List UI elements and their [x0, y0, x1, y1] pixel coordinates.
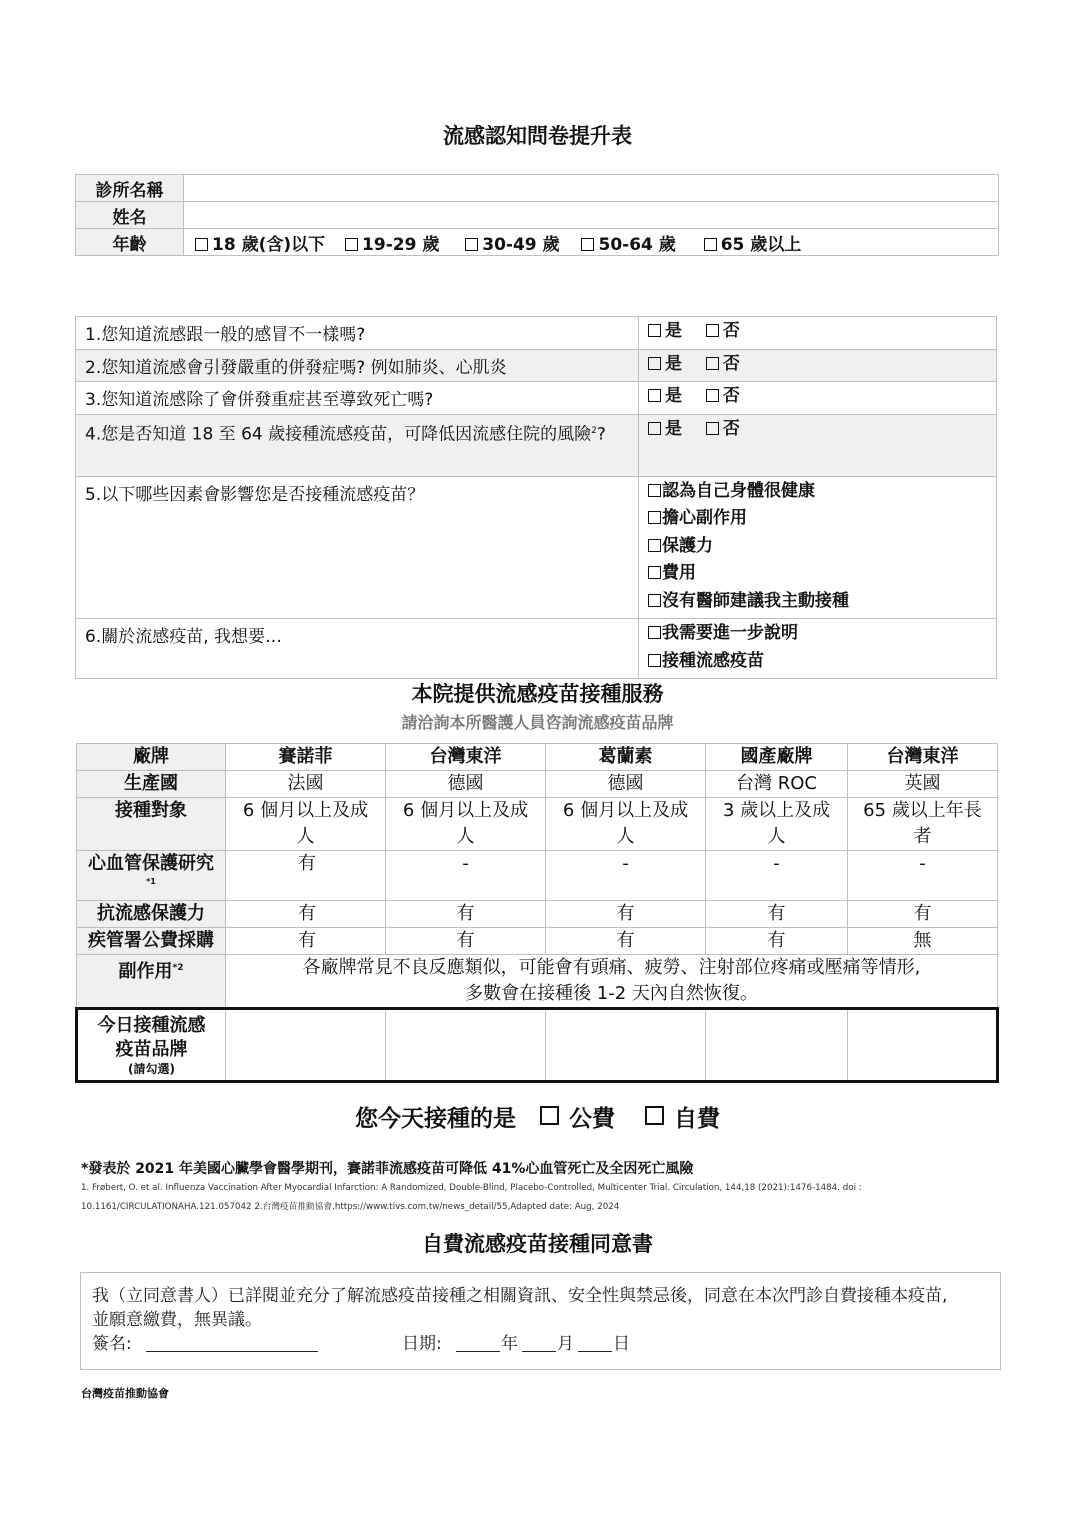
checkbox-icon: [648, 511, 661, 524]
checkbox-icon: [648, 357, 661, 370]
today-label: 今日接種流感 疫苗品牌 (請勾選): [77, 1009, 226, 1082]
protect-cell: 有: [546, 901, 706, 928]
protect-label: 抗流感保護力: [77, 901, 226, 928]
consent-line-2: 並願意繳費，無異議。: [92, 1310, 262, 1330]
cardio-cell: -: [848, 851, 998, 901]
checkbox-icon: [345, 238, 358, 251]
yes-option[interactable]: 是: [648, 318, 682, 346]
sign-label: 簽名:: [92, 1334, 132, 1354]
question-3: 3.您知道流感除了會併發重症甚至導致死亡嗎?: [76, 382, 639, 415]
clinic-label: 診所名稱: [76, 175, 184, 202]
brand-cell: 賽諾菲: [226, 744, 386, 771]
public-cell: 有: [226, 928, 386, 955]
service-title: 本院提供流感疫苗接種服務: [411, 682, 664, 706]
yes-option[interactable]: 是: [648, 351, 682, 379]
self-fee-option[interactable]: 自費: [645, 1106, 720, 1132]
age-label: 年齡: [76, 229, 184, 256]
factor-option[interactable]: 保護力: [648, 533, 987, 561]
brand-cell: 台灣東洋: [848, 744, 998, 771]
country-cell: 德國: [546, 771, 706, 798]
no-option[interactable]: 否: [706, 318, 740, 346]
protect-cell: 有: [848, 901, 998, 928]
today-brand-cell[interactable]: [848, 1009, 998, 1082]
question-4: 4.您是否知道 18 至 64 歲接種流感疫苗，可降低因流感住院的風險$^2$?: [76, 414, 639, 476]
signature-row: [92, 1332, 989, 1358]
checkbox-icon: [706, 422, 719, 435]
answer-3: [639, 382, 997, 415]
quiz-table: [75, 316, 997, 679]
answer-6: [639, 619, 997, 679]
question-5: 5.以下哪些因素會影響您是否接種流感疫苗？: [76, 476, 639, 619]
side-effect-text: 各廠牌常見不良反應類似，可能會有頭痛、疲勞、注射部位疼痛或壓痛等情形, 多數會在接種後 1-2 天內自然恢復。: [226, 955, 998, 1009]
answer-2: [639, 349, 997, 382]
question-6: 6.關於流感疫苗, 我想要…: [76, 619, 639, 679]
question-1: 1.您知道流感跟一般的感冒不一樣嗎?: [76, 317, 639, 350]
country-cell: 英國: [848, 771, 998, 798]
checkbox-icon: [465, 238, 478, 251]
factor-option[interactable]: 沒有醫師建議我主動接種: [648, 588, 987, 616]
study-note: *發表於 2021 年美國心臟學會醫學期刊，賽諾菲流感疫苗可降低 41%心血管死亡及全因死亡風險: [81, 1161, 694, 1177]
name-label: 姓名: [76, 202, 184, 229]
factor-option[interactable]: 擔心副作用: [648, 505, 987, 533]
consent-line-1: 我（立同意書人）已詳閱並充分了解流感疫苗接種之相關資訊、安全性與禁忌後，同意在本次門診自費接種本疫苗,: [92, 1286, 948, 1306]
cardio-label: 心血管保護研究 *1: [77, 851, 226, 901]
payment-prefix: 您今天接種的是: [354, 1106, 516, 1132]
name-field[interactable]: [184, 202, 999, 229]
answer-1: [639, 317, 997, 350]
age-option[interactable]: 19-29 歲: [345, 235, 439, 255]
reference-1: 1. Frøbert, O. et al. Influenza Vaccination After Myocardial Infarction: A Randomized, Double-Blind, Placebo-Controlled, Multicenter Trial. Circulation, 144,18 (2021):1476-1484. doi :: [81, 1183, 862, 1193]
checkbox-icon: [648, 539, 661, 552]
checkbox-icon: [648, 389, 661, 402]
info-table: [75, 174, 999, 256]
cardio-cell: -: [386, 851, 546, 901]
no-option[interactable]: 否: [706, 416, 740, 444]
age-option[interactable]: 18 歲(含)以下: [195, 235, 325, 255]
side-effect-label: 副作用$^{*2}$: [77, 955, 226, 1009]
page-title: 流感認知問卷提升表: [443, 124, 632, 148]
brand-cell: 台灣東洋: [386, 744, 546, 771]
today-brand-cell[interactable]: [706, 1009, 848, 1082]
yes-option[interactable]: 是: [648, 416, 682, 444]
yes-option[interactable]: 是: [648, 383, 682, 411]
payment-line: [0, 1100, 1075, 1133]
public-fee-option[interactable]: 公費: [540, 1106, 615, 1132]
age-options: [184, 229, 999, 256]
public-label: 疾管署公費採購: [77, 928, 226, 955]
day-field[interactable]: [578, 1351, 612, 1352]
consent-box: [80, 1272, 1001, 1370]
want-option[interactable]: 接種流感疫苗: [648, 648, 987, 676]
cardio-cell: -: [706, 851, 848, 901]
no-option[interactable]: 否: [706, 383, 740, 411]
factor-option[interactable]: 費用: [648, 560, 987, 588]
age-option[interactable]: 30-49 歲: [465, 235, 559, 255]
today-brand-cell[interactable]: [386, 1009, 546, 1082]
today-brand-cell[interactable]: [546, 1009, 706, 1082]
checkbox-icon: [648, 626, 661, 639]
brand-label: 廠牌: [77, 744, 226, 771]
country-cell: 法國: [226, 771, 386, 798]
year-field[interactable]: [456, 1351, 500, 1352]
checkbox-icon: [540, 1106, 559, 1125]
reference-2: 10.1161/CIRCULATIONAHA.121.057042 2.台灣疫苗推動協會,https://www.tivs.com.tw/news_detail/55,Adapted date: Aug, 2024: [81, 1202, 620, 1212]
target-cell: 6 個月以上及成人: [386, 798, 546, 851]
no-option[interactable]: 否: [706, 351, 740, 379]
brand-cell: 國產廠牌: [706, 744, 848, 771]
target-label: 接種對象: [77, 798, 226, 851]
month-label: 月: [557, 1334, 574, 1354]
service-subtitle: 請洽詢本所醫護人員咨詢流感疫苗品牌: [401, 713, 674, 732]
vaccine-table: [75, 743, 999, 1083]
checkbox-icon: [648, 654, 661, 667]
want-option[interactable]: 我需要進一步說明: [648, 620, 987, 648]
protect-cell: 有: [226, 901, 386, 928]
checkbox-icon: [706, 357, 719, 370]
age-option[interactable]: 65 歲以上: [704, 235, 802, 255]
country-label: 生產國: [77, 771, 226, 798]
checkbox-icon: [706, 389, 719, 402]
protect-cell: 有: [706, 901, 848, 928]
public-cell: 有: [706, 928, 848, 955]
day-label: 日: [613, 1334, 630, 1354]
year-label: 年: [501, 1334, 518, 1354]
cardio-cell: 有: [226, 851, 386, 901]
today-brand-cell[interactable]: [226, 1009, 386, 1082]
country-cell: 德國: [386, 771, 546, 798]
checkbox-icon: [581, 238, 594, 251]
answer-5: [639, 476, 997, 619]
date-label: 日期:: [402, 1334, 442, 1354]
signature-field[interactable]: [146, 1351, 318, 1352]
target-cell: 3 歲以上及成人: [706, 798, 848, 851]
target-cell: 6 個月以上及成人: [546, 798, 706, 851]
checkbox-icon: [645, 1106, 664, 1125]
target-cell: 6 個月以上及成人: [226, 798, 386, 851]
checkbox-icon: [195, 238, 208, 251]
target-cell: 65 歲以上年長者: [848, 798, 998, 851]
consent-title: 自費流感疫苗接種同意書: [422, 1232, 653, 1256]
checkbox-icon: [706, 324, 719, 337]
brand-cell: 葛蘭素: [546, 744, 706, 771]
footer-org: 台灣疫苗推動協會: [81, 1387, 169, 1400]
checkbox-icon: [648, 566, 661, 579]
clinic-field[interactable]: [184, 175, 999, 202]
answer-4: [639, 414, 997, 476]
age-option[interactable]: 50-64 歲: [581, 235, 675, 255]
public-cell: 有: [386, 928, 546, 955]
checkbox-icon: [648, 594, 661, 607]
country-cell: 台灣 ROC: [706, 771, 848, 798]
cardio-cell: -: [546, 851, 706, 901]
checkbox-icon: [648, 422, 661, 435]
public-cell: 有: [546, 928, 706, 955]
checkbox-icon: [704, 238, 717, 251]
factor-option[interactable]: 認為自己身體很健康: [648, 478, 987, 506]
protect-cell: 有: [386, 901, 546, 928]
question-2: 2.您知道流感會引發嚴重的併發症嗎? 例如肺炎、心肌炎: [76, 349, 639, 382]
public-cell: 無: [848, 928, 998, 955]
checkbox-icon: [648, 324, 661, 337]
checkbox-icon: [648, 484, 661, 497]
month-field[interactable]: [522, 1351, 556, 1352]
